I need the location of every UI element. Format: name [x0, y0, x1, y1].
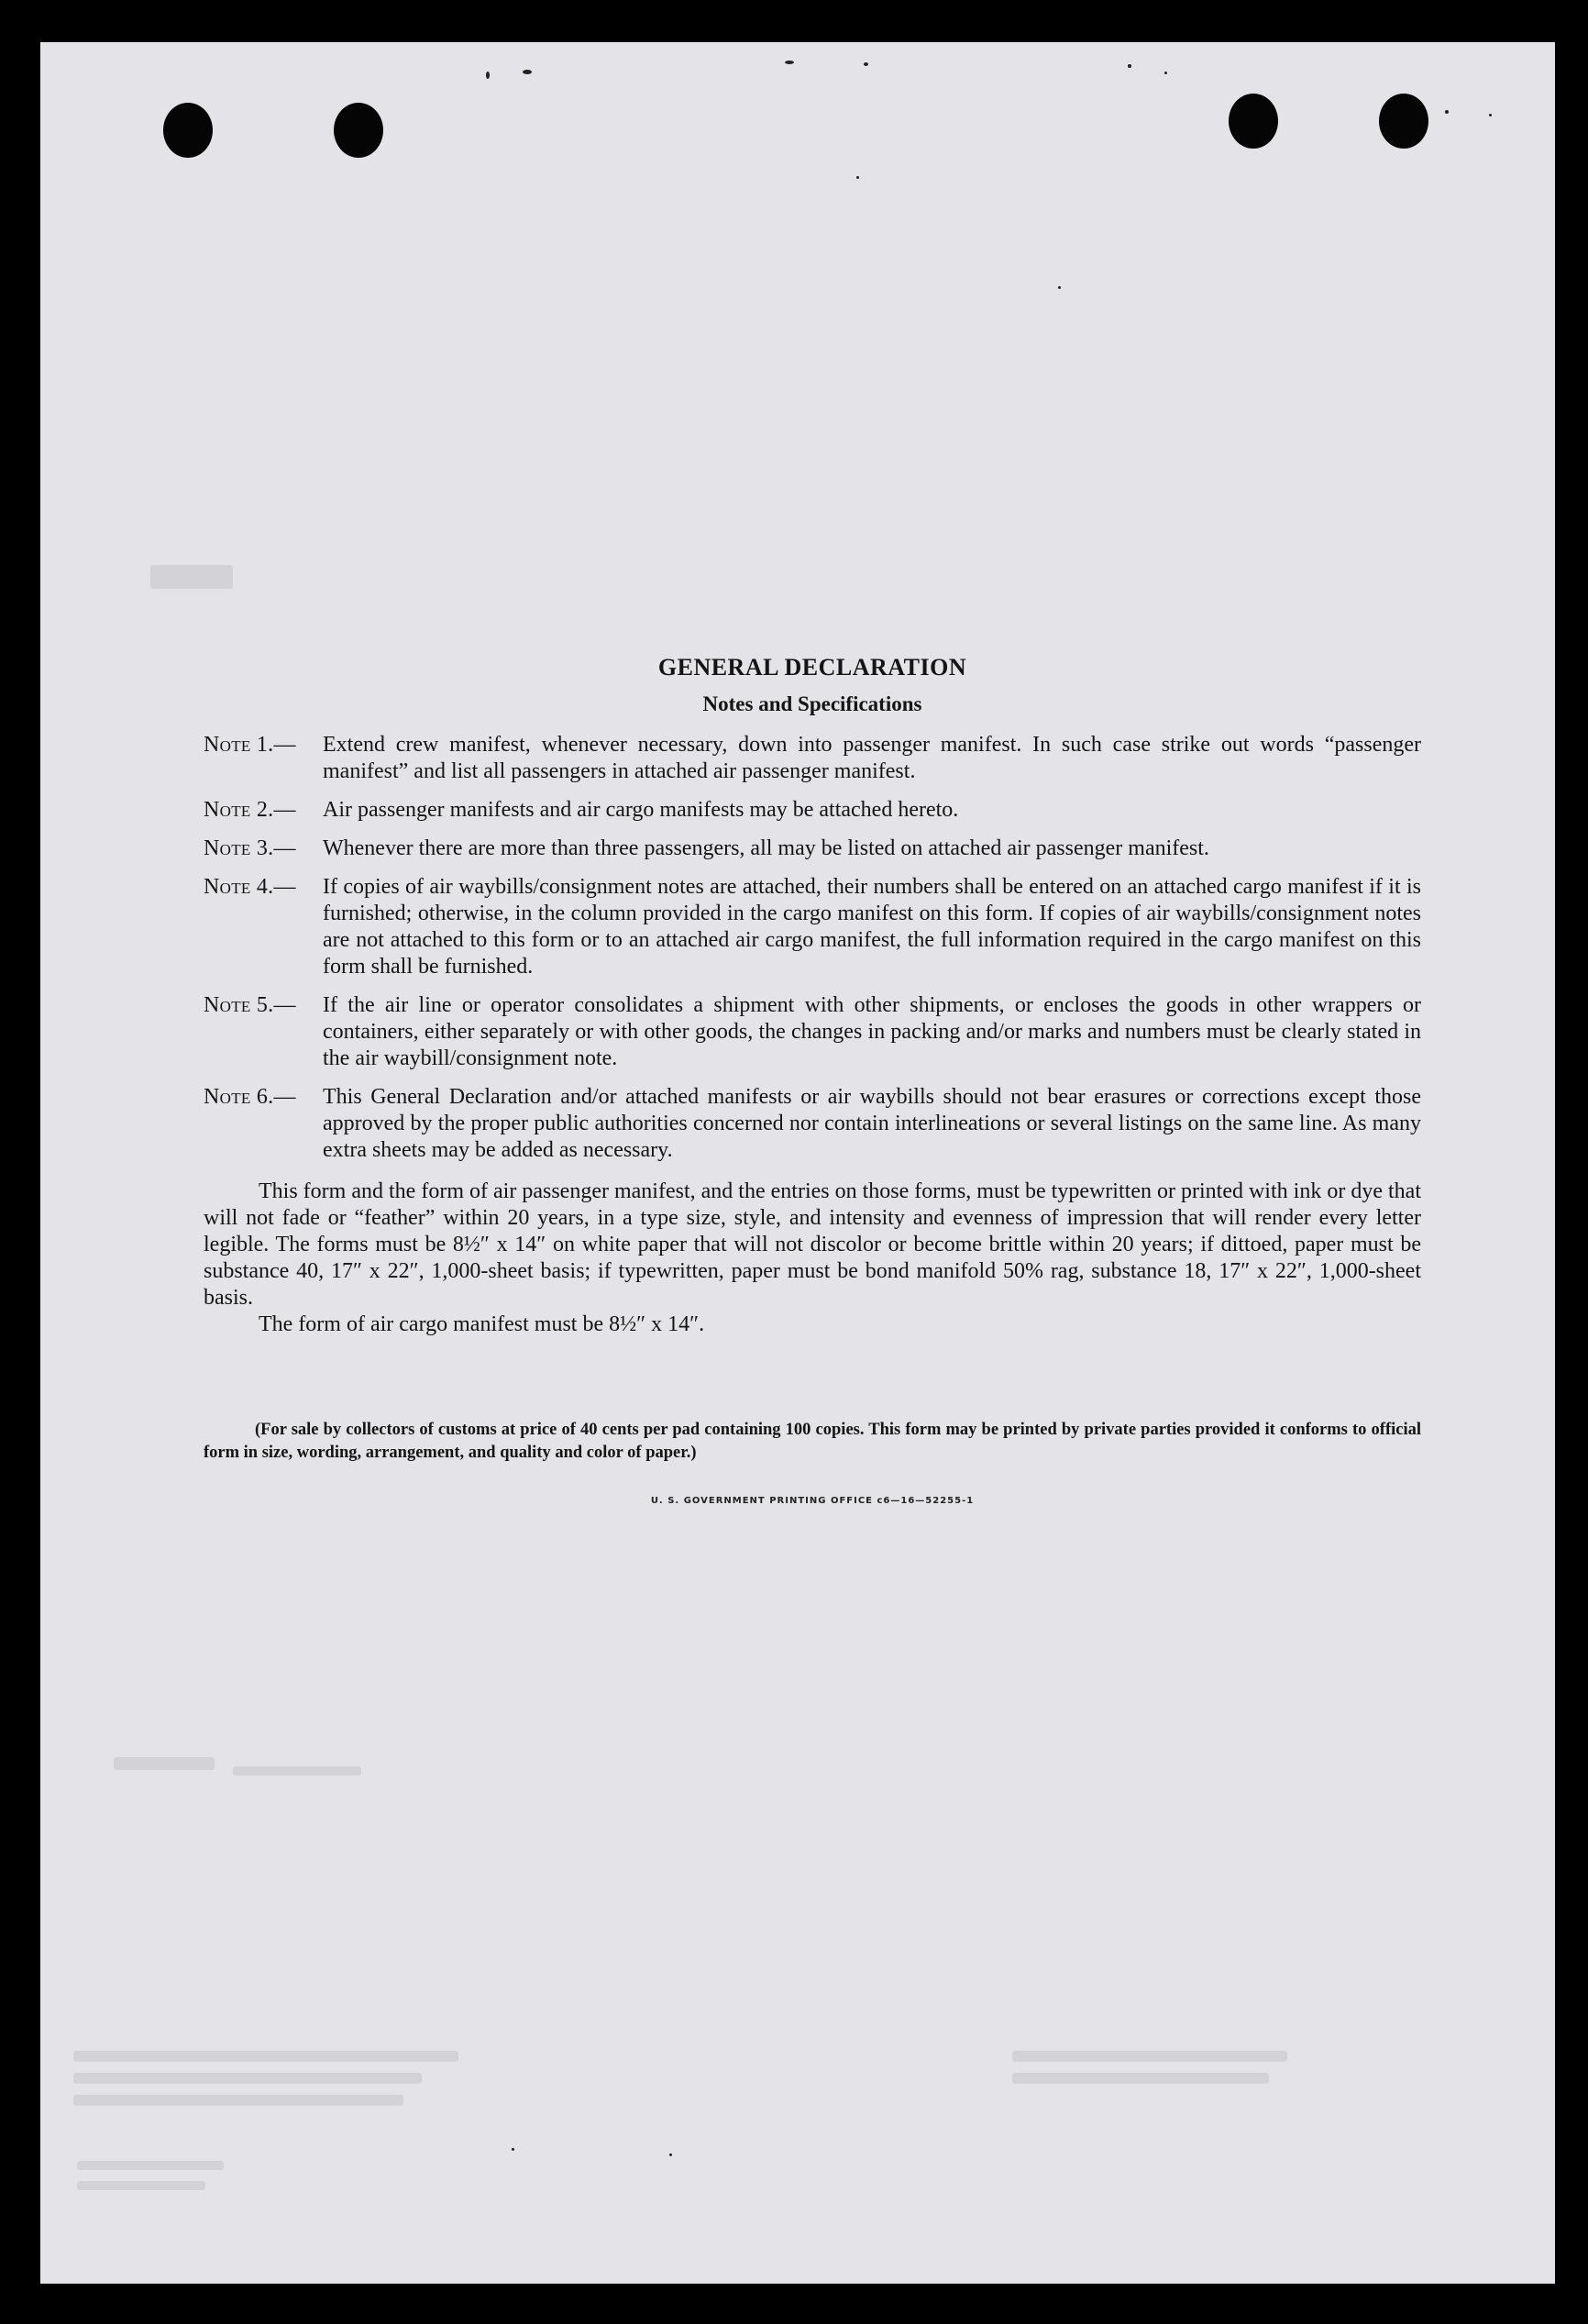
note-3: [204, 836, 1421, 862]
bleed-through-mark: [1012, 2051, 1287, 2062]
note-5: [204, 992, 1421, 1072]
punch-hole-right-1: [1229, 94, 1278, 149]
note-text: If the air line or operator consolidates a shipment with other shipments, or encloses the goods in other wrappers or containers, either separately or with other goods, the changes in packing and/or marks and numbers must be clearly stated in the air waybill/consignment note.: [323, 993, 1421, 1070]
scan-speck: [523, 70, 532, 74]
bleed-through-mark: [77, 2181, 205, 2190]
bleed-through-mark: [1012, 2073, 1269, 2084]
sale-notice: (For sale by collectors of customs at price of 40 cents per pad containing 100 copies. This form may be printed by private parties provided it conforms to official form in size, wording, arrangement, and quality and color of paper.): [204, 1421, 1421, 1462]
note-label: Note 4.—: [204, 875, 296, 899]
note-4: [204, 874, 1421, 980]
scan-speck: [864, 62, 868, 66]
note-text: Extend crew manifest, whenever necessary, down into passenger manifest. In such case strike out words “passenger manifest” and list all passengers in attached air passenger manifest.: [323, 733, 1421, 783]
note-text: Air passenger manifests and air cargo manifests may be attached hereto.: [323, 798, 959, 822]
scan-speck: [1128, 64, 1131, 68]
notes-block: [204, 651, 1421, 1506]
note-text: Whenever there are more than three passengers, all may be listed on attached air passenger manifest.: [323, 836, 1209, 860]
note-label: Note 5.—: [204, 993, 296, 1017]
document-title: GENERAL DECLARATION: [657, 654, 967, 681]
bleed-through-mark: [114, 1757, 215, 1770]
scan-speck: [785, 61, 794, 64]
note-text: This General Declaration and/or attached manifests or air waybills should not bear erasures or corrections except those approved by the proper public authorities concerned nor contain interlineations or several listings on the same line. As many extra sheets may be added as necessary.: [323, 1085, 1421, 1162]
scan-speck: [1445, 110, 1449, 114]
note-label: Note 2.—: [204, 798, 296, 822]
note-2: [204, 797, 1421, 824]
scan-speck: [512, 2148, 514, 2151]
bleed-through-mark: [73, 2073, 422, 2084]
scan-speck: [486, 72, 490, 79]
bleed-through-mark: [73, 2051, 458, 2062]
punch-hole-right-2: [1379, 94, 1428, 149]
note-text: If copies of air waybills/consignment notes are attached, their numbers shall be entered on an attached cargo manifest if it is furnished; otherwise, in the column provided in the cargo manifest on this form. If copies of air waybills/consignment notes are not attached to this form or to an attached air cargo manifest, the full information required in the cargo manifest on this form shall be furnished.: [323, 875, 1421, 979]
scan-speck: [1489, 114, 1492, 116]
scan-speck: [669, 2153, 672, 2156]
bleed-through-mark: [73, 2095, 403, 2106]
printing-office-imprint: U. S. GOVERNMENT PRINTING OFFICE c6—16—52255-1: [650, 1496, 975, 1506]
form-specification-paragraph: This form and the form of air passenger manifest, and the entries on those forms, must be typewritten or printed with ink or dye that will not fade or “feather” within 20 years, in a type size, style, and intensity and evenness of impression that will render every letter legible. The forms must be 8½″ x 14″ on white paper that will not discolor or become brittle within 20 years; if dittoed, paper must be substance 40, 17″ x 22″, 1,000-sheet basis; if typewritten, paper must be bond manifold 50% rag, substance 18, 17″ x 22″, 1,000-sheet basis.: [204, 1179, 1421, 1310]
scan-speck: [856, 176, 859, 179]
note-label: Note 1.—: [204, 733, 296, 757]
bleed-through-mark: [77, 2161, 224, 2170]
bleed-through-mark: [150, 565, 233, 589]
punch-hole-left-1: [163, 103, 213, 158]
scan-speck: [1164, 72, 1167, 74]
document-page: [40, 42, 1555, 2284]
note-label: Note 3.—: [204, 836, 296, 860]
bleed-through-mark: [233, 1766, 361, 1776]
note-1: [204, 732, 1421, 785]
note-6: [204, 1084, 1421, 1164]
cargo-manifest-size-line: The form of air cargo manifest must be 8½″ x 14″.: [259, 1312, 705, 1336]
document-subtitle: Notes and Specifications: [702, 692, 922, 715]
note-label: Note 6.—: [204, 1085, 296, 1109]
punch-hole-left-2: [334, 103, 383, 158]
scan-speck: [1058, 286, 1061, 289]
